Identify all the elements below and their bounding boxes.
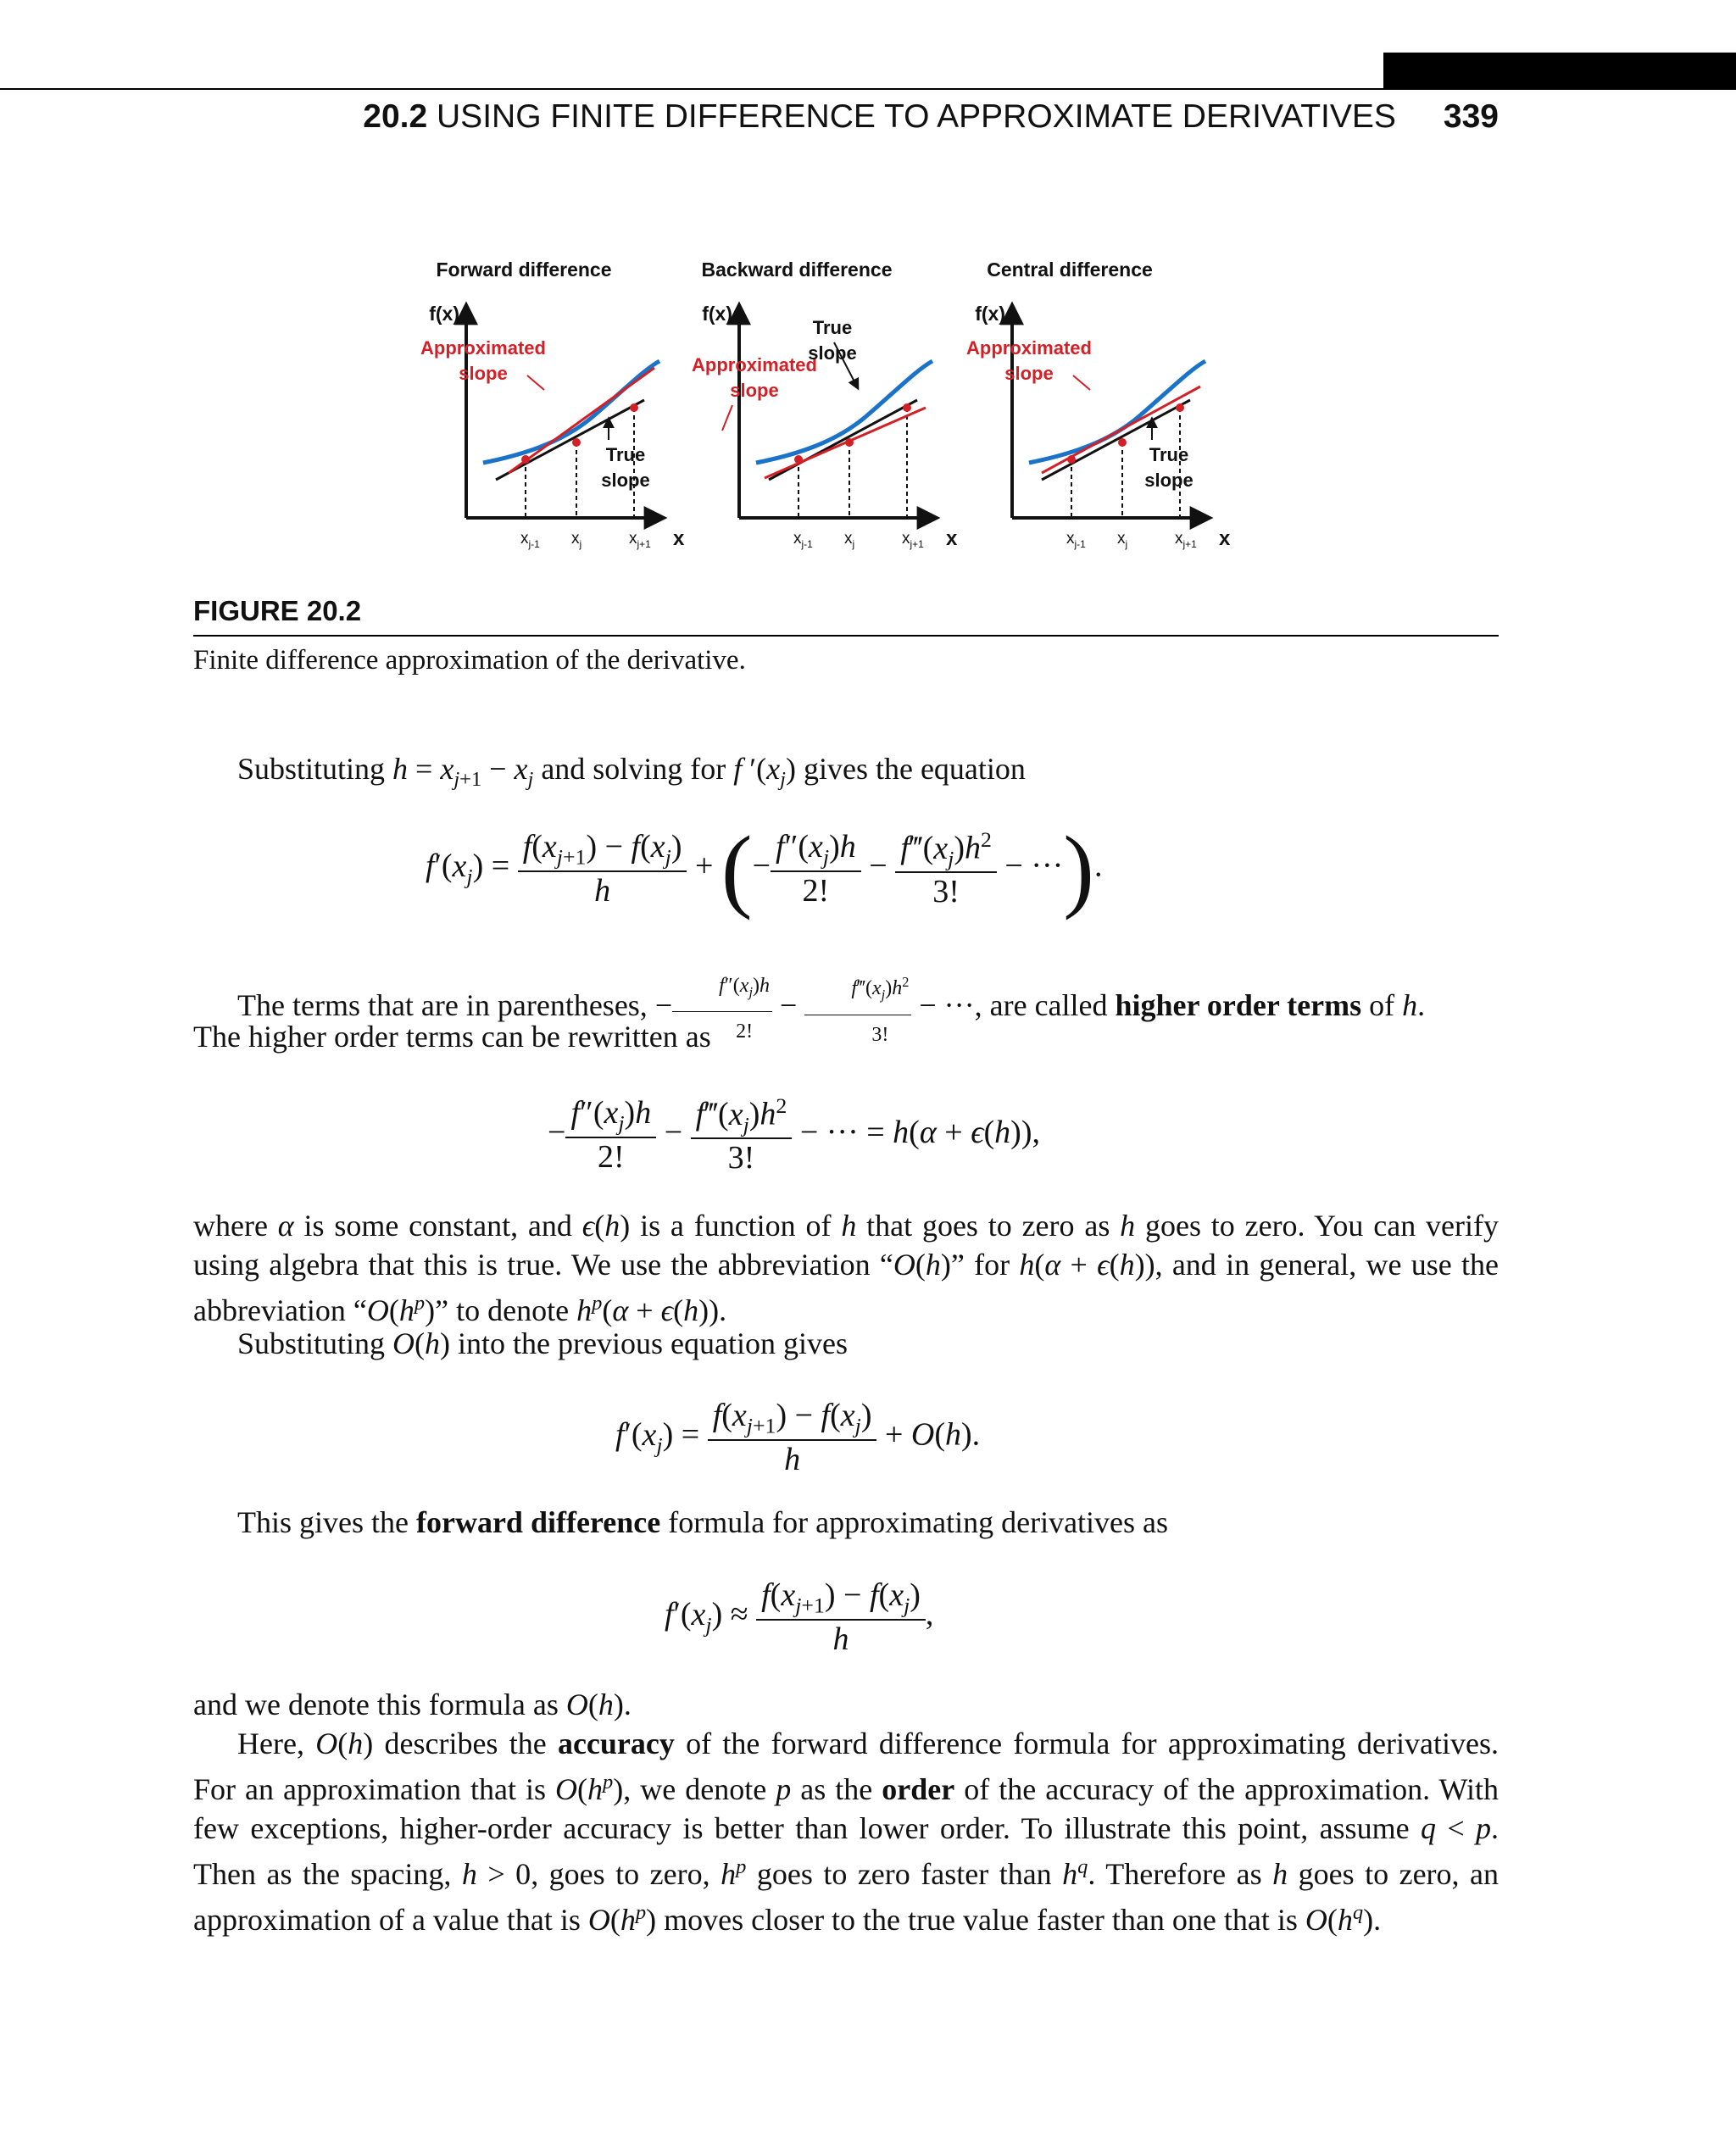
true-label: True [812, 317, 853, 338]
header-black-tab [1383, 53, 1736, 88]
section-title: USING FINITE DIFFERENCE TO APPROXIMATE DERIVATIVES [437, 98, 1396, 135]
text-run: is some constant, and [293, 1209, 582, 1243]
true-slope-line [1042, 400, 1190, 480]
true-slope-line [496, 400, 644, 480]
text-run: describes the [373, 1727, 558, 1760]
sample-point [903, 403, 911, 412]
tick-subscript: j+1 [637, 538, 651, 550]
approx-label: Approximated [966, 337, 1092, 359]
panel-title: Backward difference [701, 259, 893, 281]
section-number: 20.2 [363, 98, 428, 135]
true-label: True [1149, 444, 1189, 465]
tick-subscript: j [852, 538, 855, 550]
text-run: . [623, 1688, 632, 1721]
tick-label: $x_j$ [571, 530, 582, 550]
y-axis-label: f(x) [702, 303, 732, 325]
text-run: ” for [950, 1248, 1020, 1282]
text-run: as the [791, 1772, 882, 1806]
tick-label: $x_j$ [1117, 530, 1128, 550]
text-run: is a function of [630, 1209, 842, 1243]
tick-subscript: j [1125, 538, 1128, 550]
difference-panel-backward [692, 259, 958, 550]
true-label: slope [1144, 470, 1194, 491]
text-run: and we denote this formula as [193, 1688, 566, 1721]
approx-label: slope [459, 363, 508, 384]
text-run: , are called [974, 988, 1116, 1023]
figure-caption: Finite difference approximation of the derivative. [193, 645, 746, 676]
sample-point [1118, 438, 1127, 447]
approx-slope-line [765, 408, 926, 478]
tick-label: $x_{j+1}$ [902, 530, 924, 550]
difference-panel-forward [420, 259, 685, 550]
tick-subscript: j+1 [1182, 538, 1197, 550]
tick-label: $x_{j+1}$ [1175, 530, 1197, 550]
text-run: The terms that are in parentheses, [237, 988, 655, 1023]
function-curve [756, 361, 932, 463]
y-axis-label: f(x) [975, 303, 1005, 325]
x-axis-label: x [673, 527, 685, 550]
paragraph-substituting-h: Substituting $h = x_{j+1} - x_j$ and solving for f $'(x_j)$ gives the equation [237, 752, 1026, 792]
tick-subscript: j-1 [528, 538, 540, 550]
tick-label: $x_{j-1}$ [1066, 530, 1086, 550]
text-run: , we denote [623, 1772, 776, 1806]
text-run: . [1373, 1903, 1382, 1937]
paragraph-accuracy-order: Here, O(h) describes the accuracy of the forward difference formula for approximating derivatives. For an approximation that is $O(h^p)$, we denote p as the order of the accuracy of the approximation. With few exceptions, higher-order accuracy is better than lower order. To illustrate this point, assume q < p. Then as the spacing, h > 0, goes to zero, $h^p$ goes to zero faster than $h^q$. Therefore as h goes to zero, an approximation of a value that is $O(h^p)$ moves closer to the true value faster than one that is $O(h^q)$. [193, 1727, 1500, 1937]
sample-point [1176, 403, 1184, 412]
sample-point [845, 438, 854, 447]
running-head [0, 98, 1499, 136]
paragraph-higher-order-terms: The terms that are in parentheses, − $\frac{f''(x_j)h}{2!}$ − $\frac{f‴(x_j)h^2}{3!}$ − ···, are called higher order terms of h. [193, 963, 1516, 1054]
sample-point [521, 455, 530, 464]
text-run: of [1361, 988, 1403, 1023]
text-run: into the previous equation gives [450, 1326, 848, 1360]
x-axis-label: x [1219, 527, 1231, 550]
equation-forward-difference-formula: $f'(x_j)$ ≈ $\frac{f(x_{j+1}) - f(x_j)}{h}$ , [665, 1577, 934, 1657]
text-run: goes to zero, an approximation of a value that is [193, 1857, 1500, 1937]
approx-label: Approximated [692, 354, 817, 375]
text-run: . [1417, 988, 1426, 1023]
text-run: that goes to zero as [856, 1209, 1121, 1243]
approx-label: Approximated [420, 337, 546, 359]
bold-term: accuracy [557, 1727, 675, 1760]
text-run: . Then as the spacing, [193, 1811, 1499, 1891]
tick-subscript: j-1 [801, 538, 813, 550]
panel-title: Forward difference [436, 259, 612, 281]
approx-pointer [527, 375, 544, 390]
figure-label: FIGURE 20.2 [193, 595, 362, 626]
text-run: gives the equation [795, 752, 1026, 786]
text-run: . [719, 1293, 727, 1327]
paragraph-forward-difference [193, 1503, 1499, 1542]
text-run: where [193, 1209, 278, 1243]
tick-label: $x_{j+1}$ [629, 530, 651, 550]
text-run: of the accuracy of the approximation. With few exceptions, higher-order accuracy is better than lower order. To illustrate this point, assume [193, 1772, 1499, 1845]
text-run: The higher order terms can be rewritten as [193, 1020, 711, 1054]
sample-point [630, 403, 638, 412]
text-run: and solving for [533, 752, 734, 786]
sample-point [794, 455, 803, 464]
text-run: , and in general, we use the abbreviation “ [193, 1248, 1499, 1327]
sample-point [1067, 455, 1076, 464]
difference-panel-central [966, 259, 1231, 550]
text-run: goes to zero faster than [746, 1857, 1063, 1891]
header-rule [0, 88, 1736, 90]
approx-label: slope [730, 380, 779, 401]
tick-subscript: j-1 [1074, 538, 1086, 550]
text-run: Substituting [237, 752, 393, 786]
bold-term: higher order terms [1115, 988, 1362, 1023]
text-run: , goes to zero, [531, 1857, 721, 1891]
tick-subscript: j+1 [910, 538, 924, 550]
equation-with-big-o: $f'(x_j)$ = $\frac{f(x_{j+1}) - f(x_j)}{h}$ + O(h). [615, 1398, 981, 1477]
x-axis-label: x [946, 527, 958, 550]
text-run: Here, [237, 1727, 316, 1760]
equation-taylor-forward: $f'(x_j)$ = $\frac{f(x_{j+1}) - f(x_j)}{h}$ + (− $\frac{f''(x_j)h}{2!}$ − $\frac{f‴(x_j)h^2}{3!}$ − ···). [426, 817, 1103, 920]
text-run: . Therefore as [1088, 1857, 1273, 1891]
text-run: formula for approximating derivatives as [660, 1505, 1169, 1539]
paragraph-where-alpha: where α is some constant, and ϵ(h) is a function of h that goes to zero as h goes to zero. You can verify using algebra that this is true. We use the abbreviation “O(h)” for h(α + ϵ(h)), and in general, we use the abbreviation “$O(h^p)$” to denote $h^p(\alpha + \epsilon(h))$. [193, 1209, 1499, 1327]
equation-higher-order-terms: − $\frac{f''(x_j)h}{2!}$ − $\frac{f‴(x_j)h^2}{3!}$ − ··· = h(α + ϵ(h)), [548, 1093, 1040, 1176]
approx-label: slope [1004, 363, 1054, 384]
tick-label: $x_j$ [844, 530, 855, 550]
text-run: ” to denote [435, 1293, 577, 1327]
true-label: True [605, 444, 646, 465]
text-run: goes to zero. You can verify using algebra that this is true. We use the abbreviation “ [193, 1209, 1499, 1282]
paragraph-higher-order-terms-line2 [193, 1017, 1499, 1056]
text-run: moves closer to the true value faster than one that is [656, 1903, 1305, 1937]
bold-term: forward difference [415, 1505, 661, 1539]
approx-pointer [1073, 375, 1090, 390]
text-run: Substituting [237, 1326, 393, 1360]
bold-term: order [882, 1772, 955, 1806]
text-run: of the forward difference formula for approximating derivatives. For an approximation that is [193, 1727, 1499, 1806]
y-axis-label: f(x) [429, 303, 459, 325]
tick-label: $x_{j-1}$ [793, 530, 813, 550]
approx-pointer [722, 405, 732, 431]
panel-title: Central difference [987, 259, 1153, 281]
text-run: This gives the [237, 1505, 416, 1539]
page-number: 339 [1443, 98, 1499, 135]
paragraph-denote-formula: and we denote this formula as O(h). [193, 1688, 632, 1721]
figure-rule [193, 635, 1499, 637]
finite-difference-figure [407, 251, 1305, 573]
tick-subscript: j [579, 538, 582, 550]
tick-label: $x_{j-1}$ [520, 530, 540, 550]
true-label: slope [601, 470, 650, 491]
sample-point [572, 438, 581, 447]
paragraph-substituting-oh: Substituting O(h) into the previous equation gives [237, 1326, 848, 1360]
true-label: slope [808, 342, 857, 364]
